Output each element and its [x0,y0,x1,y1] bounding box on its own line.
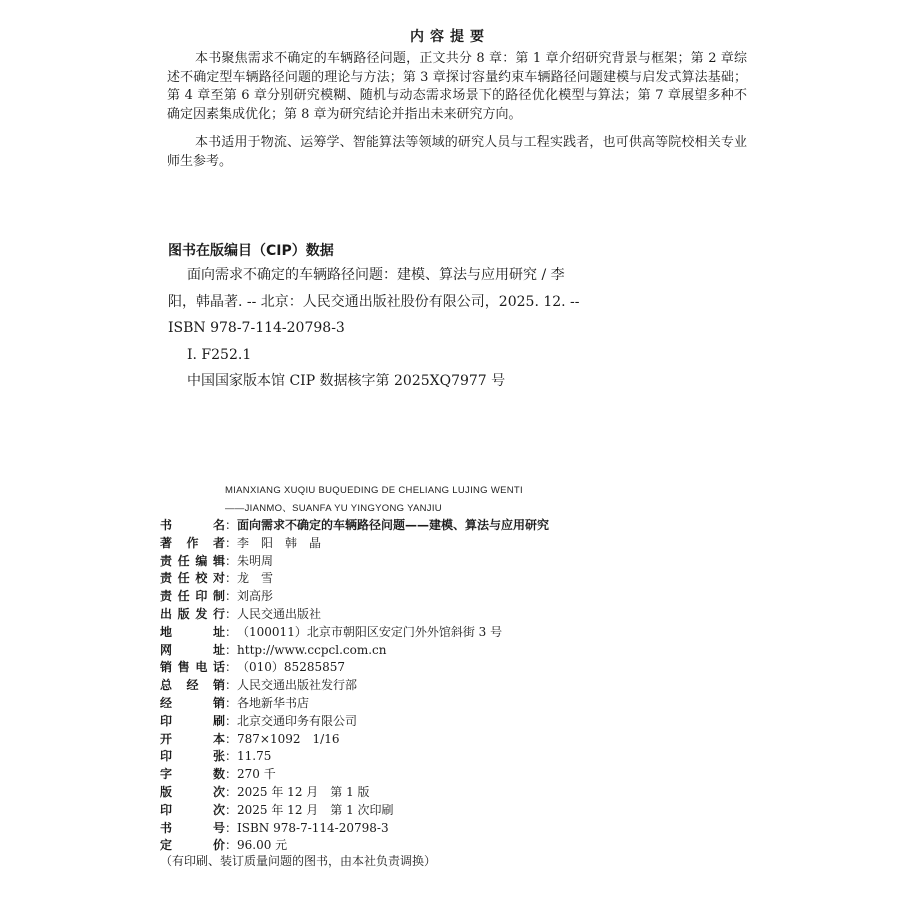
colophon-row: 印张：11.75 [160,748,760,766]
colophon-label: 定价 [160,838,225,853]
colophon-value: 龙 雪 [237,571,274,586]
colophon-label: 印刷 [160,713,225,728]
colophon-value: http://www.ccpcl.com.cn [237,642,387,657]
colophon-label: 字数 [160,767,225,782]
colophon-label: 开本 [160,731,225,746]
colophon-row: 责任印制：刘高彤 [160,588,760,606]
colophon-value: 各地新华书店 [237,695,310,710]
colophon-value: （010）85285857 [237,660,345,675]
colophon-label: 印张 [160,749,225,764]
colophon-row: 总经销：人民交通出版社发行部 [160,677,760,695]
colophon-value: 北京交通印务有限公司 [237,713,358,728]
colophon-label: 责任编辑 [160,553,225,568]
colophon-value: （100011）北京市朝阳区安定门外外馆斜街 3 号 [237,624,503,639]
colophon-row: 版次：2025 年 12 月 第 1 版 [160,784,760,802]
colophon-label: 责任印制 [160,589,225,604]
quality-note: （有印刷、装订质量问题的图书，由本社负责调换） [160,854,437,868]
pinyin-subtitle: ——JIANMO、SUANFA YU YINGYONG YANJIU [225,503,442,514]
colophon-label: 著作者 [160,535,225,550]
colophon-row: 责任编辑：朱明周 [160,553,760,571]
colophon-row: 出版发行：人民交通出版社 [160,606,760,624]
pinyin-title: MIANXIANG XUQIU BUQUEDING DE CHELIANG LUJING WENTI [225,485,523,496]
colophon-value: 2025 年 12 月 第 1 版 [237,784,370,799]
colophon-value: 面向需求不确定的车辆路径问题——建模、算法与应用研究 [237,518,550,532]
colophon-row: 责任校对：龙 雪 [160,570,760,588]
colophon-row: 网址：http://www.ccpcl.com.cn [160,642,760,660]
colophon-row: 经销：各地新华书店 [160,695,760,713]
colophon-label: 责任校对 [160,571,225,586]
colophon-value: 96.00 元 [237,838,288,853]
cip-heading: 图书在版编目（CIP）数据 [168,243,334,259]
colophon-value: 人民交通出版社发行部 [237,678,358,693]
cip-classification: Ⅰ. F252.1 [187,347,252,363]
colophon-value: 2025 年 12 月 第 1 次印刷 [237,802,394,817]
colophon-label: 销售电话 [160,660,225,675]
colophon-label: 经销 [160,695,225,710]
colophon-label: 版次 [160,784,225,799]
colophon-list [160,517,760,855]
summary-paragraph-2: 本书适用于物流、运筹学、智能算法等领域的研究人员与工程实践者，也可供高等院校相关专业师生参考。 [167,135,747,169]
colophon-row: 开本：787×1092 1/16 [160,731,760,749]
cip-record: 面向需求不确定的车辆路径问题：建模、算法与应用研究 / 李阳，韩晶著. -- 北京：人民交通出版社股份有限公司，2025. 12. -- ISBN 978-7-114-20798-3 [168,267,580,336]
colophon-row: 销售电话：（010）85285857 [160,659,760,677]
colophon-value: 270 千 [237,767,276,782]
colophon-label: 出版发行 [160,606,225,621]
colophon-row: 定价：96.00 元 [160,837,760,855]
colophon-row: 地址：（100011）北京市朝阳区安定门外外馆斜街 3 号 [160,624,760,642]
colophon-label: 书号 [160,820,225,835]
colophon-value: 人民交通出版社 [237,606,322,621]
colophon-value: 李 阳 韩 晶 [237,535,322,550]
colophon-value: 787×1092 1/16 [237,731,340,746]
colophon-value: 11.75 [237,749,272,764]
colophon-value: 刘高彤 [237,589,274,604]
summary-title: 内容提要 [410,29,490,45]
colophon-row: 书名：面向需求不确定的车辆路径问题——建模、算法与应用研究 [160,517,760,535]
summary-paragraph-1: 本书聚焦需求不确定的车辆路径问题，正文共分 8 章：第 1 章介绍研究背景与框架；第 2 章综述不确定型车辆路径问题的理论与方法；第 3 章探讨容量约束车辆路径问题建模与启发式算法基础；第 4 章至第 6 章分别研究模糊、随机与动态需求场景下的路径优化模型与算法；第 7 章展望多种不确定因素集成优化；第 8 章为研究结论并指出未来研究方向。 [167,51,747,123]
colophon-row: 字数：270 千 [160,766,760,784]
colophon-label: 网址 [160,642,225,657]
colophon-label: 总经销 [160,678,225,693]
colophon-value: ISBN 978-7-114-20798-3 [237,820,389,835]
colophon-row: 书号：ISBN 978-7-114-20798-3 [160,820,760,838]
colophon-value: 朱明周 [237,553,274,568]
colophon-label: 地址 [160,624,225,639]
colophon-label: 印次 [160,802,225,817]
colophon-label: 书名 [160,518,225,532]
colophon-row: 印刷：北京交通印务有限公司 [160,713,760,731]
colophon-row: 著作者：李 阳 韩 晶 [160,535,760,553]
cip-number: 中国国家版本馆 CIP 数据核字第 2025XQ7977 号 [187,373,506,389]
colophon-row: 印次：2025 年 12 月 第 1 次印刷 [160,802,760,820]
